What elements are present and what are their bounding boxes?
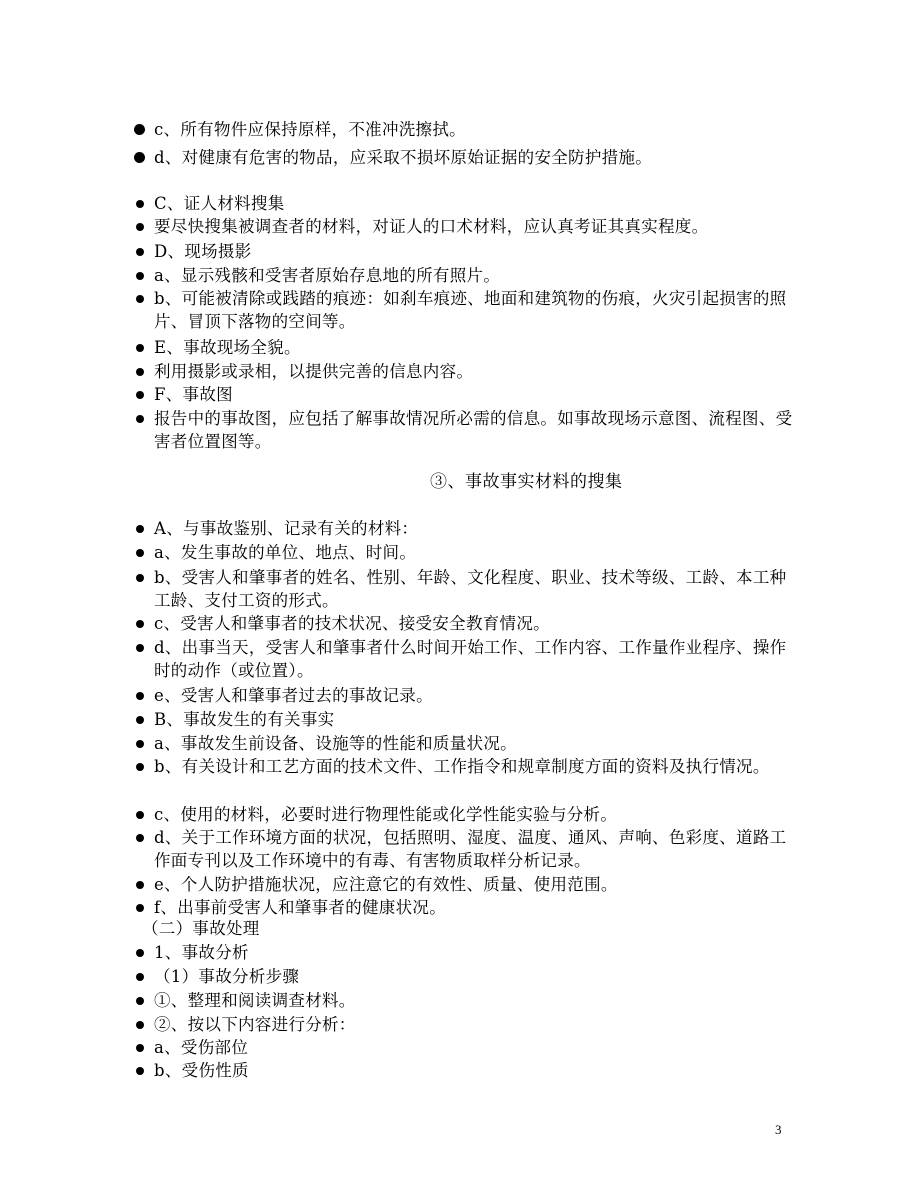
bullet-icon	[136, 272, 144, 280]
list-item-text: c、所有物件应保持原样，不准冲洗擦拭。	[154, 120, 466, 139]
list-item-text: 报告中的事故图，应包括了解事故情况所必需的信息。如事故现场示意图、流程图、受害者位置图等。	[154, 409, 793, 451]
bullet-icon	[136, 1021, 144, 1029]
list-item-text: e、受害人和肇事者过去的事故记录。	[154, 686, 433, 705]
list-item-text: C、证人材料搜集	[154, 194, 285, 213]
bullet-icon	[136, 904, 144, 912]
bullet-icon	[136, 248, 144, 256]
bullet-icon	[136, 1067, 144, 1075]
list-item-text: a、事故发生前设备、设施等的性能和质量状况。	[154, 734, 517, 753]
list-item-text: 1、事故分析	[154, 943, 249, 962]
list-item-text: E、事故现场全貌。	[154, 338, 301, 357]
list-item-text: A、与事故鉴别、记录有关的材料：	[154, 519, 419, 538]
list-item-text: D、现场摄影	[154, 242, 252, 261]
list-item-text: 利用摄影或录相，以提供完善的信息内容。	[154, 362, 474, 381]
page-number: 3	[775, 1122, 782, 1137]
list-item-text: a、发生事故的单位、地点、时间。	[154, 543, 417, 562]
bullet-icon	[136, 811, 144, 819]
section-heading: ③、事故事实材料的搜集	[430, 472, 623, 492]
bullet-icon	[136, 295, 144, 303]
list-item-text: b、有关设计和工艺方面的技术文件、工作指令和规章制度方面的资料及执行情况。	[154, 757, 770, 776]
bullet-icon	[136, 997, 144, 1005]
bullet-icon	[136, 368, 144, 376]
list-item-text: b、受害人和肇事者的姓名、性别、年龄、文化程度、职业、技术等级、工龄、本工种工龄、支付工资的形式。	[154, 568, 787, 610]
list-item-text: b、可能被清除或践踏的痕迹：如刹车痕迹、地面和建筑物的伤痕，火灾引起损害的照片、冒顶下落物的空间等。	[154, 289, 787, 331]
list-item-text: F、事故图	[154, 385, 233, 404]
list-item-text: d、对健康有危害的物品，应采取不损坏原始证据的安全防护措施。	[154, 148, 653, 167]
list-item-text: e、个人防护措施状况，应注意它的有效性、质量、使用范围。	[154, 875, 618, 894]
bullet-icon	[136, 763, 144, 771]
bullet-icon	[136, 834, 144, 842]
list-item-text: b、受伤性质	[154, 1061, 249, 1080]
bullet-icon	[136, 223, 144, 231]
subsection-heading: （二）事故处理	[142, 919, 260, 938]
list-item-text: ①、整理和阅读调查材料。	[154, 991, 356, 1010]
bullet-icon	[134, 152, 145, 163]
bullet-icon	[136, 200, 144, 208]
bullet-icon	[136, 949, 144, 957]
bullet-icon	[134, 124, 145, 135]
bullet-icon	[136, 881, 144, 889]
list-item-text: f、出事前受害人和肇事者的健康状况。	[154, 898, 447, 917]
bullet-icon	[136, 692, 144, 700]
bullet-icon	[136, 620, 144, 628]
list-item-text: a、受伤部位	[154, 1038, 249, 1057]
list-item-text: a、显示残骸和受害者原始存息地的所有照片。	[154, 266, 501, 285]
bullet-icon	[136, 415, 144, 423]
bullet-icon	[136, 644, 144, 652]
bullet-icon	[136, 549, 144, 557]
list-item-text: （1）事故分析步骤	[154, 967, 300, 986]
bullet-icon	[136, 525, 144, 533]
list-item-text: c、使用的材料，必要时进行物理性能或化学性能实验与分析。	[154, 805, 618, 824]
bullet-icon	[136, 344, 144, 352]
bullet-icon	[136, 716, 144, 724]
bullet-icon	[136, 973, 144, 981]
list-item-text: c、受害人和肇事者的技术状况、接受安全教育情况。	[154, 614, 550, 633]
list-item-text: 要尽快搜集被调查者的材料，对证人的口术材料，应认真考证其真实程度。	[154, 217, 709, 236]
bullet-icon	[136, 391, 144, 399]
list-item-text: ②、按以下内容进行分析：	[154, 1015, 356, 1034]
list-item-text: B、事故发生的有关事实	[154, 710, 335, 729]
list-item-text: d、关于工作环境方面的状况，包括照明、湿度、温度、通风、声响、色彩度、道路工作面专刊以及工作环境中的有毒、有害物质取样分析记录。	[154, 828, 787, 870]
bullet-icon	[136, 574, 144, 582]
bullet-icon	[136, 1044, 144, 1052]
bullet-icon	[136, 740, 144, 748]
list-item-text: d、出事当天，受害人和肇事者什么时间开始工作、工作内容、工作量作业程序、操作时的动作（或位置）。	[154, 638, 787, 680]
